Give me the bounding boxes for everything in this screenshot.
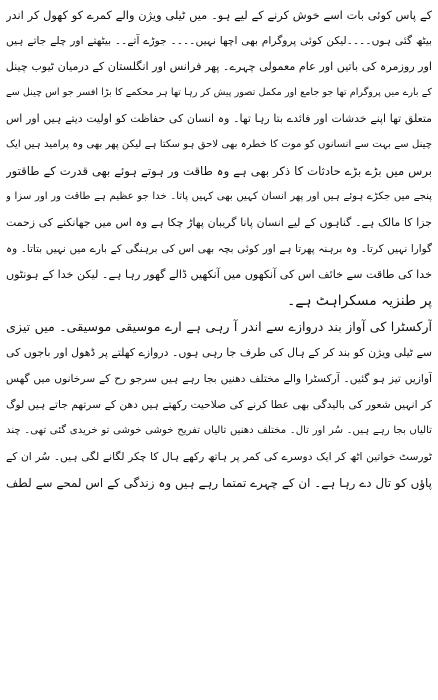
text-line: متعلق تھا اپنے خدشات اور فائدے بتا رہا تھا۔ وہ انسان کی حفاظت کو اولیت دیتے ہیں اور اس: [6, 112, 432, 125]
text-line: تالیاں بجا رہے ہیں۔ سُر اور تال۔ مختلف دھنیں تالیاں تفریح خوشی خوشی تو خریدی گئی تھی۔ چند: [6, 425, 432, 436]
text-line: گوارا نہیں کرتا۔ وہ برہنہ پھرتا ہے اور کوئی بچہ بھی اس کی برہنگی کے بارے میں نہیں بتاتا۔ وہ: [6, 243, 432, 255]
text-line: جزا کا مالک ہے۔ گناہوں کے لیے انسان پانا گریبان پھاڑ چکا ہے وہ اس میں جھانکنے کی زحمت: [6, 216, 432, 229]
text-line: کے پاس کوئی بات اسے خوش کرنے کے لیے ہو۔ میں ٹیلی ویژن والے کمرے کو کھول کر اندر: [6, 8, 432, 22]
text-line: ٹورسٹ خواتین اٹھ کر ایک دوسرے کی کمر پر ہاتھ رکھے ہال کا چکر لگانے لگی ہیں۔ سُر ان کے: [6, 450, 432, 463]
paragraph-1: [6, 2, 432, 314]
text-line: کر انہیں شعور کی بالیدگی بھی عطا کرنے کی صلاحیت رکھتے ہیں دھن کے سرتھم جاتے ہیں لوگ: [6, 398, 432, 411]
text-line: اور روزمرہ کی باتیں اور عام معمولی چہرے۔ پھر فرانس اور انگلستان کے درمیان ٹیوب چینل: [6, 60, 432, 73]
text-line: آرکسٹرا کی آواز بند دروازے سے اندر آ رہی ہے ارے موسیقی موسیقی۔ میں تیزی: [6, 319, 432, 334]
text-line: بیٹھ گئی ہوں۔۔۔۔لیکن کوئی پروگرام بھی اچھا نہیں۔۔۔۔ جوڑے آتے۔۔ بیٹھتے اور چلے جاتے ہیں: [6, 34, 432, 47]
paragraph-2: [6, 314, 432, 496]
text-line: چینل سے بہت سے انسانوں کو موت کا خطرہ بھی لاحق ہو سکتا ہے لیکن پھر بھی وہ پرامید ہیں ایک: [6, 139, 432, 150]
text-line: برس میں بڑے بڑے حادثات کا ذکر بھی ہے وہ طاقت ور ہوتے ہوئے بھی قدرت کے طاقتور: [6, 164, 432, 178]
text-line: خدا کی طاقت سے خائف اس کی آنکھوں میں آنکھیں ڈالے گھور رہا ہے۔ لیکن خدا کے ہونٹوں: [6, 268, 432, 281]
text-line: پاؤں کو تال دے رہا ہے۔ ان کے چہرے تمتما رہے ہیں وہ زندگی کے اس لمحے سے لطف: [6, 476, 432, 490]
text-line: پنجے میں جکڑے ہوئے ہیں اور پھر انسان کہیں بھی کہیں پاتا۔ خدا جو عظیم ہے طاقت ور اور سزا و: [6, 191, 432, 202]
text-line: کے بارے میں پروگرام تھا جو جامع اور مکمل تصور پیش کر رہا تھا ہر محکمے کا بڑا افسر جو اس چینل سے: [6, 87, 432, 98]
text-line: آوازیں تیز ہو گئیں۔ آرکسٹرا والے مختلف دھنیں بجا رہے ہیں سرجو رح کے سرخانوں میں گھس: [6, 372, 432, 385]
text-line: سے ٹیلی ویژن کو بند کر کے ہال کی طرف جا رہی ہوں۔ دروازے کھلتے پر ڈھول اور باجوں کی: [6, 346, 432, 359]
text-line: پر طنزیہ مسکراہٹ ہے۔: [287, 293, 432, 309]
